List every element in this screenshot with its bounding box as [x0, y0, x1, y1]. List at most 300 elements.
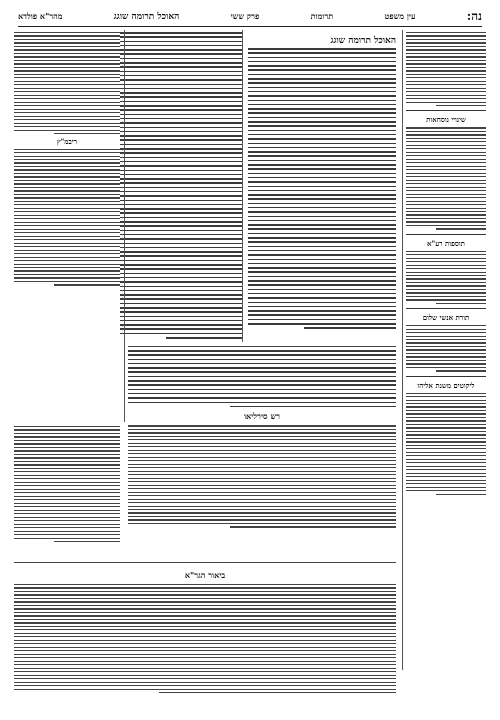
text-line — [120, 75, 242, 77]
text-line — [248, 121, 396, 123]
text-line — [248, 74, 396, 76]
text-line — [128, 380, 396, 382]
text-line — [128, 371, 396, 373]
text-line — [248, 100, 396, 102]
text-line — [128, 471, 396, 472]
text-line — [406, 134, 486, 135]
text-line — [14, 53, 120, 54]
text-line — [406, 208, 486, 209]
text-line — [406, 145, 486, 146]
text-line — [14, 162, 120, 163]
text-line — [406, 476, 486, 477]
text-line — [248, 237, 396, 239]
text-line — [406, 285, 486, 286]
text-line — [248, 289, 396, 291]
text-line — [406, 194, 486, 195]
text-line — [406, 473, 486, 474]
text-line — [14, 257, 120, 258]
rash-sirilio-heading: רש סירליאו — [244, 411, 280, 422]
text-line — [14, 211, 120, 212]
text-line — [248, 61, 396, 63]
text-line — [128, 495, 396, 496]
text-line — [406, 410, 486, 411]
text-line — [120, 36, 242, 38]
text-line — [248, 254, 396, 256]
text-line — [120, 238, 242, 240]
text-line — [54, 133, 120, 134]
text-line — [120, 170, 242, 172]
text-line — [14, 517, 120, 518]
text-line — [14, 229, 120, 230]
biur-hagra-heading: ביאור הגר"א — [184, 570, 226, 580]
text-line — [120, 328, 242, 330]
text-line — [120, 58, 242, 60]
text-line — [14, 499, 120, 500]
text-line — [14, 485, 120, 486]
text-line — [128, 478, 396, 479]
text-line — [14, 88, 120, 89]
text-line — [406, 159, 486, 160]
text-line — [14, 440, 120, 441]
text-line — [406, 190, 486, 191]
text-line — [248, 164, 396, 166]
text-line — [406, 289, 486, 290]
text-line — [128, 464, 396, 465]
text-line — [406, 299, 486, 300]
text-line — [14, 187, 120, 188]
text-line — [120, 161, 242, 163]
text-line — [14, 598, 396, 599]
text-line — [248, 216, 396, 218]
text-line — [120, 66, 242, 68]
text-line — [128, 460, 396, 461]
text-line — [14, 482, 120, 483]
text-line — [14, 594, 396, 595]
text-line — [248, 168, 396, 170]
right-margin-title: עין משפט — [384, 11, 416, 21]
text-line — [14, 260, 120, 261]
likutim-heading: ליקוטים משנת אליהו — [417, 380, 475, 390]
text-line — [14, 605, 396, 606]
text-line — [406, 353, 486, 354]
text-line — [436, 370, 486, 371]
text-line — [14, 584, 396, 585]
text-line — [406, 349, 486, 350]
text-line — [14, 102, 120, 103]
text-line — [14, 454, 120, 455]
text-line — [128, 519, 396, 520]
text-line — [406, 35, 486, 36]
text-line — [406, 490, 486, 491]
text-line — [406, 363, 486, 364]
text-line — [14, 32, 120, 33]
text-line — [120, 109, 242, 111]
text-line — [120, 268, 242, 270]
text-line — [120, 264, 242, 266]
text-line — [406, 74, 486, 75]
text-line — [128, 389, 396, 391]
text-line — [14, 74, 120, 75]
torat-anshei-shalom-heading: תורת אנשי שלום — [422, 313, 470, 323]
text-line — [406, 275, 486, 276]
text-line — [14, 156, 120, 157]
text-line — [120, 127, 242, 129]
text-line — [248, 293, 396, 295]
text-line — [120, 255, 242, 257]
text-line — [120, 290, 242, 292]
text-line — [248, 306, 396, 308]
text-line — [248, 130, 396, 132]
text-line — [14, 587, 396, 588]
text-line — [14, 35, 120, 36]
text-line — [406, 441, 486, 442]
text-line — [120, 105, 242, 107]
text-line — [406, 265, 486, 266]
text-line — [406, 466, 486, 467]
left-margin-title: מהר"א פולדא — [18, 11, 63, 21]
text-line — [406, 176, 486, 177]
text-line — [406, 63, 486, 64]
text-line — [14, 471, 120, 472]
text-line — [120, 182, 242, 184]
text-line — [406, 98, 486, 99]
text-line — [128, 367, 396, 369]
text-line — [14, 668, 396, 669]
biur-hagra-body — [14, 584, 396, 693]
text-line — [14, 42, 120, 43]
text-line — [14, 489, 120, 490]
text-line — [406, 138, 486, 139]
text-line — [128, 429, 396, 430]
right-margin-column — [406, 32, 486, 672]
text-line — [248, 203, 396, 205]
text-line — [406, 187, 486, 188]
text-line — [14, 63, 120, 64]
left-lower-block — [14, 426, 120, 560]
text-line — [406, 452, 486, 453]
text-line — [128, 474, 396, 475]
text-line — [406, 84, 486, 85]
text-line — [248, 52, 396, 54]
text-line — [14, 109, 120, 110]
text-line — [14, 468, 120, 469]
main-text-column — [248, 32, 396, 342]
text-line — [406, 221, 486, 222]
text-line — [406, 148, 486, 149]
text-line — [120, 92, 242, 94]
text-line — [14, 91, 120, 92]
text-line — [406, 455, 486, 456]
text-line — [248, 323, 396, 325]
text-line — [128, 397, 396, 399]
text-line — [14, 116, 120, 117]
text-line — [14, 464, 120, 465]
text-line — [406, 67, 486, 68]
text-line — [14, 60, 120, 61]
text-line — [14, 67, 120, 68]
text-line — [406, 141, 486, 142]
text-line — [406, 95, 486, 96]
text-line — [14, 56, 120, 57]
text-line — [248, 65, 396, 67]
text-line — [14, 105, 120, 106]
text-line — [14, 173, 120, 174]
text-line — [14, 267, 120, 268]
text-line — [406, 332, 486, 333]
text-line — [128, 359, 396, 361]
text-line — [406, 459, 486, 460]
text-line — [14, 204, 120, 205]
bottom-commentary-block — [14, 566, 396, 706]
text-line — [120, 62, 242, 64]
text-line — [120, 49, 242, 51]
text-line — [406, 393, 486, 394]
lower-main-body — [128, 350, 396, 407]
text-line — [14, 152, 120, 153]
text-line — [120, 178, 242, 180]
variants-heading: שינויי נוסחאות — [426, 115, 466, 125]
text-line — [406, 169, 486, 170]
text-line — [406, 396, 486, 397]
text-line — [406, 225, 486, 226]
text-line — [120, 294, 242, 296]
text-line — [248, 69, 396, 71]
text-line — [120, 286, 242, 288]
text-line — [128, 376, 396, 378]
text-line — [120, 307, 242, 309]
text-line — [128, 402, 396, 404]
text-line — [406, 282, 486, 283]
text-line — [14, 95, 120, 96]
text-line — [14, 126, 120, 127]
text-line — [248, 151, 396, 153]
text-line — [406, 406, 486, 407]
text-line — [128, 443, 396, 444]
text-line — [14, 685, 396, 686]
text-line — [14, 661, 396, 662]
text-line — [120, 139, 242, 141]
text-line — [248, 198, 396, 200]
text-line — [14, 657, 396, 658]
text-line — [120, 298, 242, 300]
text-line — [120, 118, 242, 120]
text-line — [128, 350, 396, 352]
text-line — [406, 49, 486, 50]
likutim-block — [406, 393, 486, 495]
text-line — [14, 447, 120, 448]
text-line — [14, 159, 120, 160]
text-line — [120, 165, 242, 167]
text-line — [120, 135, 242, 137]
text-line — [406, 131, 486, 132]
text-line — [406, 325, 486, 326]
text-line — [54, 284, 120, 285]
text-line — [248, 160, 396, 162]
middle-commentary-body — [120, 32, 242, 339]
text-line — [128, 485, 396, 486]
text-line — [14, 633, 396, 634]
text-line — [14, 457, 120, 458]
text-line — [128, 499, 396, 500]
torat-anshei-shalom-block — [406, 325, 486, 371]
text-line — [120, 187, 242, 189]
text-line — [248, 57, 396, 59]
text-line — [14, 183, 120, 184]
text-line — [14, 119, 120, 120]
text-line — [230, 406, 396, 408]
text-line — [120, 84, 242, 86]
text-line — [14, 246, 120, 247]
text-line — [128, 492, 396, 493]
text-line — [14, 443, 120, 444]
text-line — [436, 228, 486, 229]
text-line — [14, 591, 396, 592]
text-line — [248, 143, 396, 145]
text-line — [54, 541, 120, 542]
text-line — [14, 201, 120, 202]
folio-number: נה: — [466, 8, 482, 23]
text-line — [120, 79, 242, 81]
text-line — [406, 261, 486, 262]
text-line — [406, 413, 486, 414]
text-line — [120, 225, 242, 227]
text-line — [120, 71, 242, 73]
text-line — [14, 98, 120, 99]
text-line — [248, 284, 396, 286]
text-line — [14, 478, 120, 479]
text-line — [128, 393, 396, 395]
text-line — [14, 675, 396, 676]
text-line — [406, 339, 486, 340]
text-line — [248, 207, 396, 209]
text-line — [406, 70, 486, 71]
text-line — [304, 327, 396, 329]
text-line — [248, 241, 396, 243]
text-line — [406, 329, 486, 330]
text-line — [128, 446, 396, 447]
text-line — [14, 461, 120, 462]
text-line — [14, 253, 120, 254]
text-line — [120, 217, 242, 219]
text-line — [14, 615, 396, 616]
text-line — [14, 239, 120, 240]
text-line — [14, 534, 120, 535]
text-line — [120, 101, 242, 103]
text-line — [406, 427, 486, 428]
text-line — [14, 475, 120, 476]
main-text-body — [248, 48, 396, 329]
text-line — [14, 619, 396, 620]
text-line — [436, 494, 486, 495]
text-line — [128, 436, 396, 437]
text-line — [120, 191, 242, 193]
text-line — [406, 462, 486, 463]
text-line — [436, 303, 486, 304]
lower-main-block — [128, 350, 396, 560]
text-line — [248, 246, 396, 248]
text-line — [406, 197, 486, 198]
text-line — [120, 277, 242, 279]
text-line — [406, 417, 486, 418]
text-line — [14, 49, 120, 50]
text-line — [436, 105, 486, 106]
tractate-name: תרומות — [310, 11, 334, 21]
text-line — [406, 438, 486, 439]
text-line — [120, 45, 242, 47]
ribmatz-heading: ריבמ"ץ — [56, 136, 78, 146]
text-line — [14, 39, 120, 40]
text-line — [128, 457, 396, 458]
text-line — [14, 232, 120, 233]
text-line — [406, 268, 486, 269]
chapter-title: האוכל תרומה שוגג — [113, 11, 180, 22]
text-line — [406, 400, 486, 401]
text-line — [14, 190, 120, 191]
rash-sirilio-body — [128, 425, 396, 527]
text-line — [166, 337, 242, 339]
text-line — [120, 32, 242, 34]
text-line — [406, 445, 486, 446]
main-opening-words: האוכל תרומה שוגג — [330, 36, 396, 46]
text-line — [248, 271, 396, 273]
text-line — [14, 176, 120, 177]
text-line — [248, 78, 396, 80]
text-line — [406, 296, 486, 297]
text-line — [248, 224, 396, 226]
text-line — [120, 122, 242, 124]
middle-commentary-column — [120, 32, 242, 342]
text-line — [248, 310, 396, 312]
text-line — [128, 439, 396, 440]
text-line — [120, 260, 242, 262]
text-line — [14, 169, 120, 170]
text-line — [14, 612, 396, 613]
text-line — [120, 247, 242, 249]
text-line — [406, 127, 486, 128]
text-line — [120, 131, 242, 133]
text-line — [14, 650, 396, 651]
text-line — [406, 367, 486, 368]
text-line — [14, 215, 120, 216]
text-line — [14, 149, 120, 150]
text-line — [14, 77, 120, 78]
text-line — [248, 211, 396, 213]
text-line — [14, 429, 120, 430]
text-line — [14, 225, 120, 226]
text-line — [406, 292, 486, 293]
text-line — [120, 152, 242, 154]
text-line — [14, 601, 396, 602]
text-line — [120, 53, 242, 55]
text-line — [128, 354, 396, 356]
text-line — [14, 70, 120, 71]
text-line — [14, 208, 120, 209]
text-line — [406, 155, 486, 156]
text-line — [14, 643, 396, 644]
text-line — [120, 221, 242, 223]
chapter-section: פרק ששי — [230, 11, 260, 21]
text-line — [120, 324, 242, 326]
text-line — [406, 56, 486, 57]
text-line — [248, 302, 396, 304]
text-line — [406, 278, 486, 279]
text-line — [406, 183, 486, 184]
text-line — [14, 197, 120, 198]
text-line — [406, 403, 486, 404]
text-line — [248, 250, 396, 252]
text-line — [248, 319, 396, 321]
text-line — [120, 212, 242, 214]
